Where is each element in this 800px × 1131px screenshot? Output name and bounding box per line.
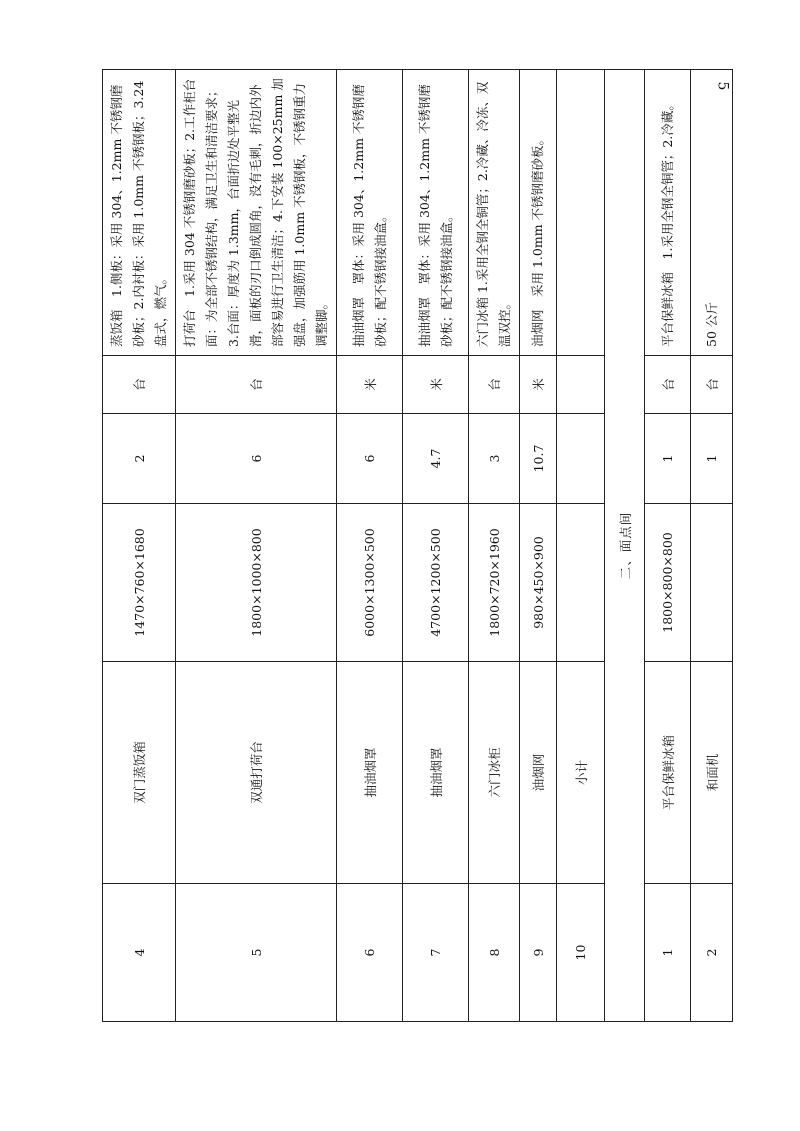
section-title: 二、面点间 <box>605 70 645 1022</box>
item-name: 小计 <box>557 662 605 884</box>
item-quantity: 1 <box>691 414 733 504</box>
table-row <box>403 70 469 1022</box>
row-number: 6 <box>337 884 403 1022</box>
item-description: 打荷台 1.采用 304 不锈钢磨砂板；2.工作柜台面：为全部不锈钢结构，满足卫生和清洁要求；3.台面：厚度为 1.3mm，台面折边处平整光滑，面板的刃口倒成圆角，没有毛刺，折边内外部容易进行卫生清洁；4.下安装 100×25mm 加强盘，加强筋用 1.0mm 不锈钢板，不锈钢重力调整脚。 <box>176 70 337 356</box>
item-quantity: 1 <box>645 414 691 504</box>
item-name: 双门蒸饭箱 <box>103 662 176 884</box>
item-unit: 台 <box>645 356 691 414</box>
item-description <box>557 70 605 356</box>
item-size: 1800×800×800 <box>645 504 691 662</box>
item-name: 抽油烟罩 <box>337 662 403 884</box>
row-number: 7 <box>403 884 469 1022</box>
row-number: 4 <box>103 884 176 1022</box>
item-quantity: 6 <box>176 414 337 504</box>
item-size <box>691 504 733 662</box>
item-quantity: 3 <box>469 414 520 504</box>
item-size: 1470×760×1680 <box>103 504 176 662</box>
item-unit: 台 <box>691 356 733 414</box>
item-unit <box>557 356 605 414</box>
item-size: 980×450×900 <box>520 504 557 662</box>
item-quantity: 6 <box>337 414 403 504</box>
row-number: 10 <box>557 884 605 1022</box>
item-description: 抽油烟罩 罩体：采用 304、1.2mm 不锈钢磨砂板；配不锈钢接油盒。 <box>337 70 403 356</box>
item-name: 和面机 <box>691 662 733 884</box>
item-description: 油烟网 采用 1.0mm 不锈钢磨砂板。 <box>520 70 557 356</box>
page-number: 5 <box>714 81 731 91</box>
table-row <box>469 70 520 1022</box>
item-description: 六门冰箱 1.采用全钢全铜管；2.冷藏、冷冻、双温双控。 <box>469 70 520 356</box>
row-number: 1 <box>645 884 691 1022</box>
row-number: 9 <box>520 884 557 1022</box>
item-size: 4700×1200×500 <box>403 504 469 662</box>
item-description: 抽油烟罩 罩体：采用 304、1.2mm 不锈钢磨砂板；配不锈钢接油盒。 <box>403 70 469 356</box>
item-size <box>557 504 605 662</box>
item-quantity: 4.7 <box>403 414 469 504</box>
table-row <box>557 70 605 1022</box>
item-unit: 米 <box>520 356 557 414</box>
section-row <box>605 70 645 1022</box>
table-row <box>645 70 691 1022</box>
item-description: 50 公斤 <box>691 70 733 356</box>
item-unit: 台 <box>176 356 337 414</box>
item-description: 平台保鲜冰箱 1.采用全钢全铜管；2.冷藏。 <box>645 70 691 356</box>
item-unit: 米 <box>337 356 403 414</box>
item-size: 1800×1000×800 <box>176 504 337 662</box>
row-number: 5 <box>176 884 337 1022</box>
table-row <box>691 70 733 1022</box>
equipment-table <box>102 69 733 1022</box>
item-size: 1800×720×1960 <box>469 504 520 662</box>
table-row <box>337 70 403 1022</box>
item-name: 平台保鲜冰箱 <box>645 662 691 884</box>
item-quantity: 10.7 <box>520 414 557 504</box>
row-number: 8 <box>469 884 520 1022</box>
item-name: 抽油烟罩 <box>403 662 469 884</box>
item-quantity <box>557 414 605 504</box>
item-description: 蒸饭箱 1.侧板：采用 304、1.2mm 不锈钢磨砂板；2.内衬板：采用 1.0mm 不锈钢板；3.24 盘式，燃气。 <box>103 70 176 356</box>
item-unit: 台 <box>469 356 520 414</box>
row-number: 2 <box>691 884 733 1022</box>
item-name: 双通打荷台 <box>176 662 337 884</box>
equipment-table-rotated <box>102 70 720 1022</box>
item-quantity: 2 <box>103 414 176 504</box>
table-row <box>176 70 337 1022</box>
item-size: 6000×1300×500 <box>337 504 403 662</box>
item-unit: 米 <box>403 356 469 414</box>
item-name: 油烟网 <box>520 662 557 884</box>
table-row <box>520 70 557 1022</box>
item-unit: 台 <box>103 356 176 414</box>
table-row <box>103 70 176 1022</box>
item-name: 六门冰柜 <box>469 662 520 884</box>
